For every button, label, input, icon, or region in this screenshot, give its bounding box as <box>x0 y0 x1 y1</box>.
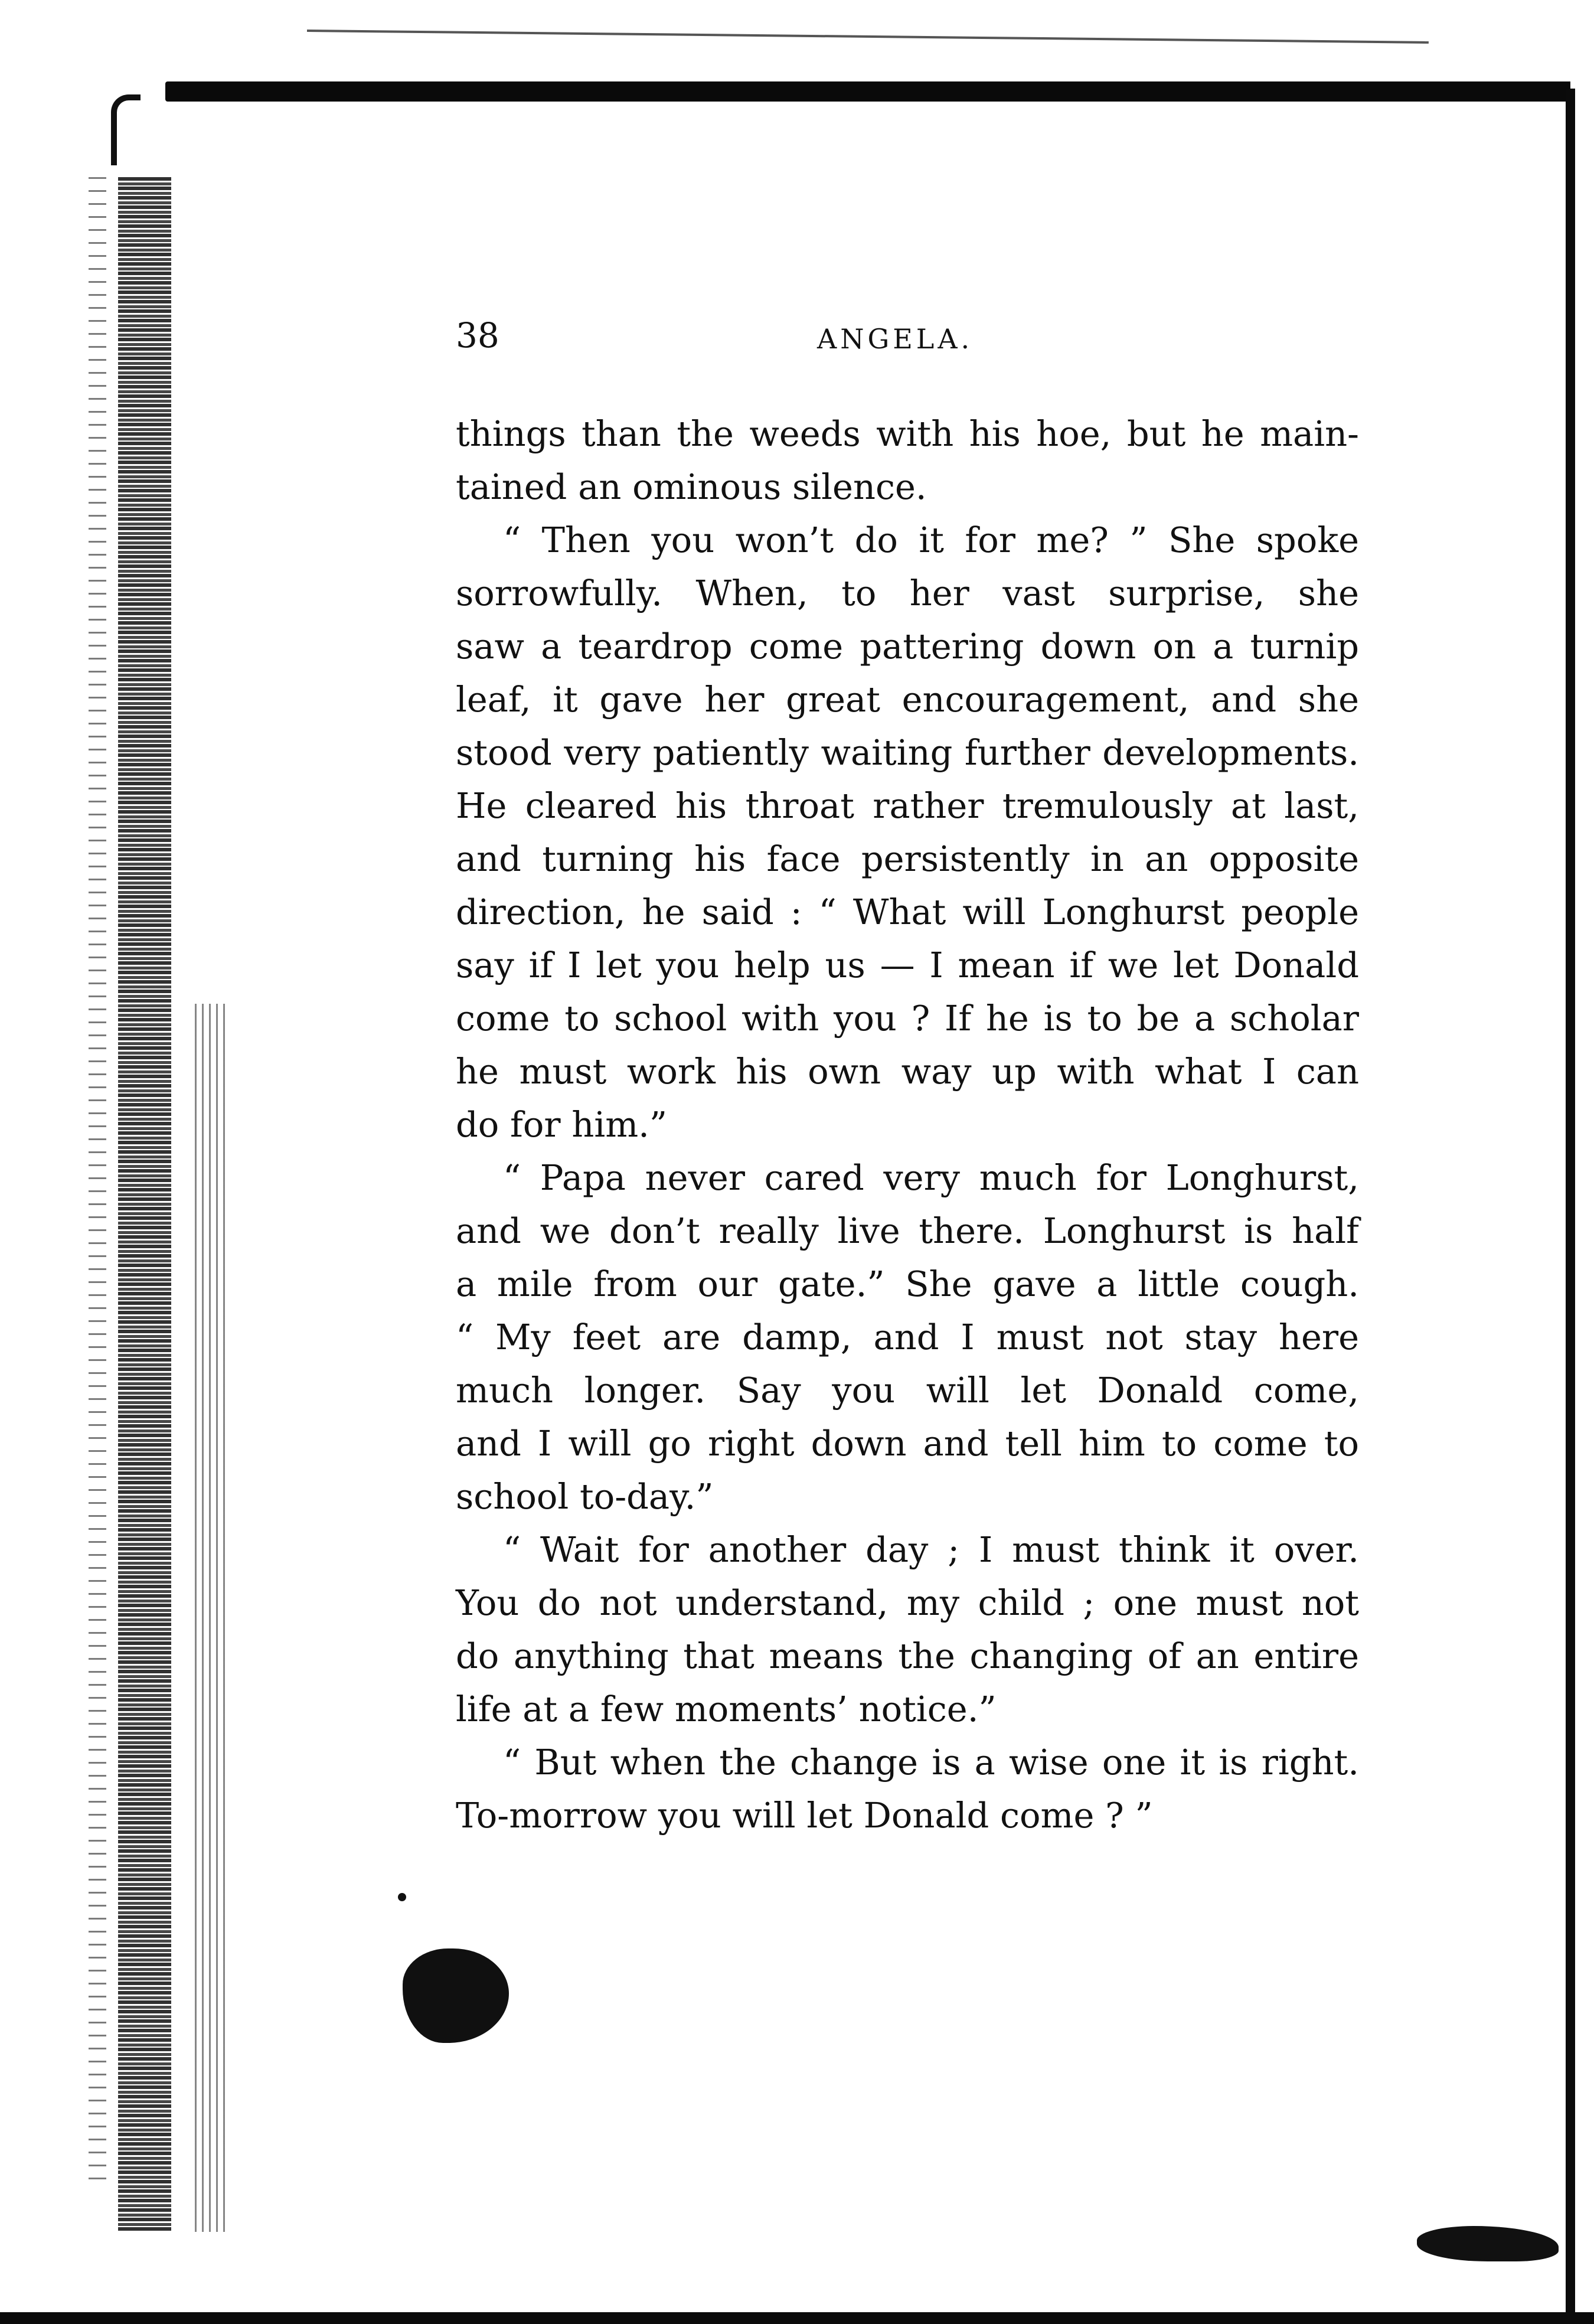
text-line: and turning his face persistently in an opposite <box>456 838 1359 879</box>
scan-binding-edge <box>118 177 171 2232</box>
text-line: He cleared his throat rather tremulously at last, <box>456 785 1359 826</box>
scan-right-border <box>1566 89 1575 2324</box>
text-line: “ But when the change is a wise one it is right. <box>503 1742 1359 1783</box>
ink-dot <box>398 1893 406 1901</box>
text-line: things than the weeds with his hoe, but he main- <box>456 413 1359 454</box>
text-line: do anything that means the changing of an entire <box>456 1636 1359 1676</box>
scan-binding-marks-inner <box>195 1004 230 2232</box>
text-line: much longer. Say you will let Donald come, <box>456 1370 1359 1411</box>
text-line: “ Wait for another day ; I must think it over. <box>503 1529 1359 1570</box>
ink-blot <box>403 1948 509 2043</box>
text-line: “ My feet are damp, and I must not stay here <box>456 1317 1359 1357</box>
text-line: sorrowfully. When, to her vast surprise, she <box>456 573 1359 613</box>
text-line: a mile from our gate.” She gave a little cough. <box>456 1264 1359 1304</box>
body-text <box>456 407 1359 1842</box>
text-line: saw a teardrop come pattering down on a turnip <box>456 626 1359 667</box>
page-header <box>456 312 1577 365</box>
text-line: do for him.” <box>456 1104 668 1145</box>
running-head: ANGELA. <box>817 323 974 355</box>
text-line: school to-day.” <box>456 1476 714 1517</box>
scan-top-border <box>165 81 1570 102</box>
text-line: and we don’t really live there. Longhurst is half <box>456 1210 1359 1251</box>
text-line: tained an ominous silence. <box>456 466 927 507</box>
text-line: say if I let you help us — I mean if we let Donald <box>456 945 1359 985</box>
scan-corner-curl <box>111 94 141 165</box>
page-number: 38 <box>456 315 499 355</box>
text-line: To-morrow you will let Donald come ? ” <box>456 1795 1153 1836</box>
scan-corner-smudge <box>1417 2226 1559 2261</box>
text-line: stood very patiently waiting further developments. <box>456 732 1359 773</box>
text-line: and I will go right down and tell him to come to <box>456 1423 1359 1464</box>
text-line: leaf, it gave her great encouragement, and she <box>456 679 1359 720</box>
text-line: You do not understand, my child ; one must not <box>456 1582 1359 1623</box>
scan-bottom-border <box>0 2312 1594 2324</box>
text-line: “ Papa never cared very much for Longhurst, <box>503 1157 1359 1198</box>
text-line: life at a few moments’ notice.” <box>456 1689 997 1729</box>
text-line: come to school with you ? If he is to be a scholar <box>456 998 1359 1039</box>
scan-top-streak <box>307 30 1429 44</box>
text-line: direction, he said : “ What will Longhurst people <box>456 892 1359 932</box>
scan-binding-marks-outer <box>89 177 106 2185</box>
text-line: he must work his own way up with what I can <box>456 1051 1359 1092</box>
text-line: “ Then you won’t do it for me? ” She spoke <box>503 520 1359 560</box>
